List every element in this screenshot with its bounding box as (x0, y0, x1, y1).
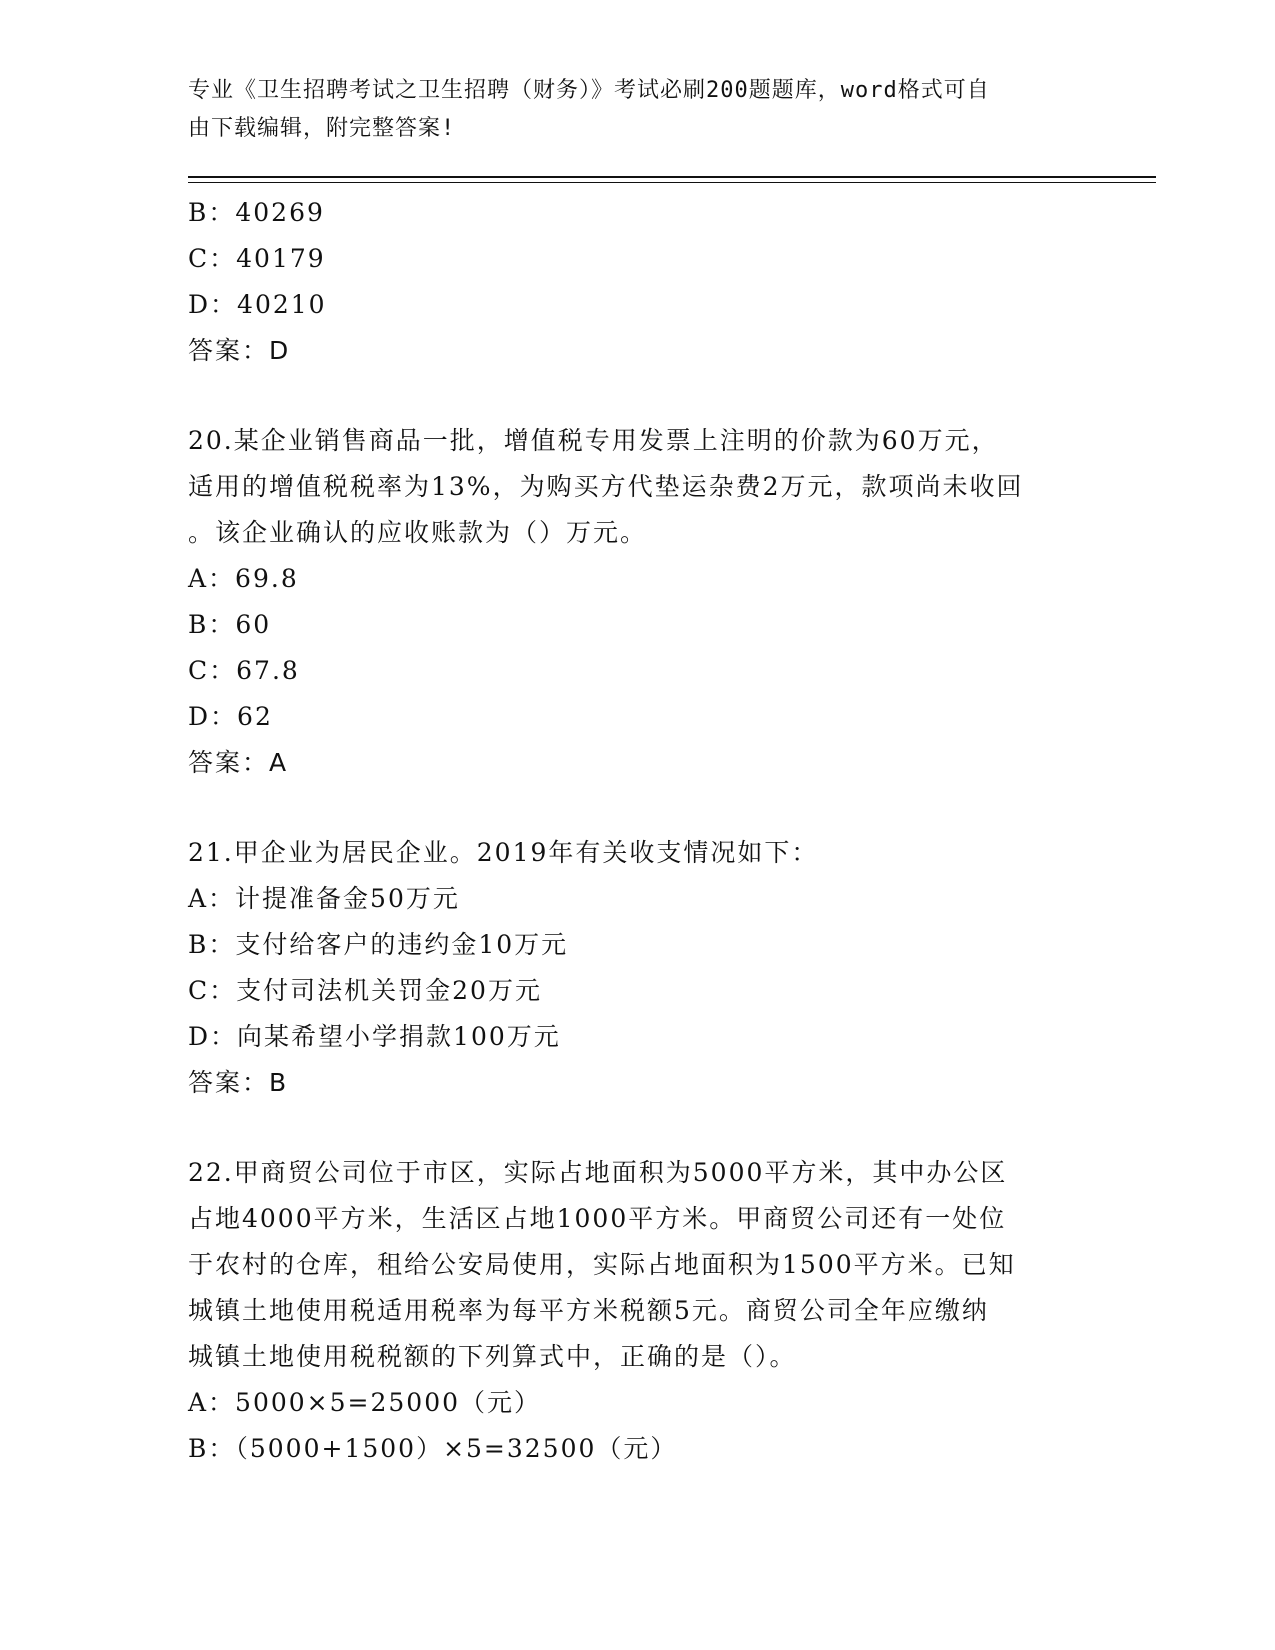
option-d: D：62 (188, 702, 273, 731)
option-d: D：向某希望小学捐款100万元 (188, 1022, 561, 1051)
question-text-line: 。该企业确认的应收账款为（）万元。 (188, 518, 648, 547)
header-rule-thin (188, 182, 1156, 183)
document-header (188, 72, 1068, 148)
question-20 (188, 418, 1088, 786)
answer: 答案：D (188, 336, 291, 365)
answer: 答案：A (188, 748, 289, 777)
spacer (188, 786, 1088, 830)
question-text-line: 适用的增值税税率为13%，为购买方代垫运杂费2万元，款项尚未收回 (188, 472, 1024, 501)
option-b: B：60 (188, 610, 272, 639)
option-b: B：（5000+1500）×5=32500（元） (188, 1434, 678, 1463)
question-text-line: 22.甲商贸公司位于市区，实际占地面积为5000平方米，其中办公区 (188, 1158, 1008, 1187)
answer: 答案：B (188, 1068, 289, 1097)
option-c: C：支付司法机关罚金20万元 (188, 976, 542, 1005)
option-c: C：67.8 (188, 656, 300, 685)
question-text-line: 城镇土地使用税适用税率为每平方米税额5元。商贸公司全年应缴纳 (188, 1296, 989, 1325)
spacer (188, 1106, 1088, 1150)
option-a: A：5000×5=25000（元） (188, 1388, 542, 1417)
question-text-line: 21.甲企业为居民企业。2019年有关收支情况如下： (188, 838, 819, 867)
spacer (188, 374, 1088, 418)
option-c: C：40179 (188, 244, 326, 273)
option-b: B：40269 (188, 198, 325, 227)
question-text-line: 城镇土地使用税税额的下列算式中，正确的是（）。 (188, 1342, 797, 1371)
question-text-line: 20.某企业销售商品一批，增值税专用发票上注明的价款为60万元， (188, 426, 999, 455)
option-d: D：40210 (188, 290, 327, 319)
header-line-1: 专业《卫生招聘考试之卫生招聘（财务）》考试必刷200题题库，word格式可自 (188, 78, 990, 103)
question-list (188, 190, 1088, 1472)
option-b: B：支付给客户的违约金10万元 (188, 930, 569, 959)
question-text-line: 于农村的仓库，租给公安局使用，实际占地面积为1500平方米。已知 (188, 1250, 1016, 1279)
option-a: A：69.8 (188, 564, 299, 593)
header-rule-thick (188, 176, 1156, 178)
question-19 (188, 190, 1088, 374)
question-21 (188, 830, 1088, 1106)
header-line-2: 由下载编辑，附完整答案! (188, 116, 456, 141)
option-a: A：计提准备金50万元 (188, 884, 460, 913)
question-22 (188, 1150, 1088, 1472)
question-text-line: 占地4000平方米，生活区占地1000平方米。甲商贸公司还有一处位 (188, 1204, 1007, 1233)
